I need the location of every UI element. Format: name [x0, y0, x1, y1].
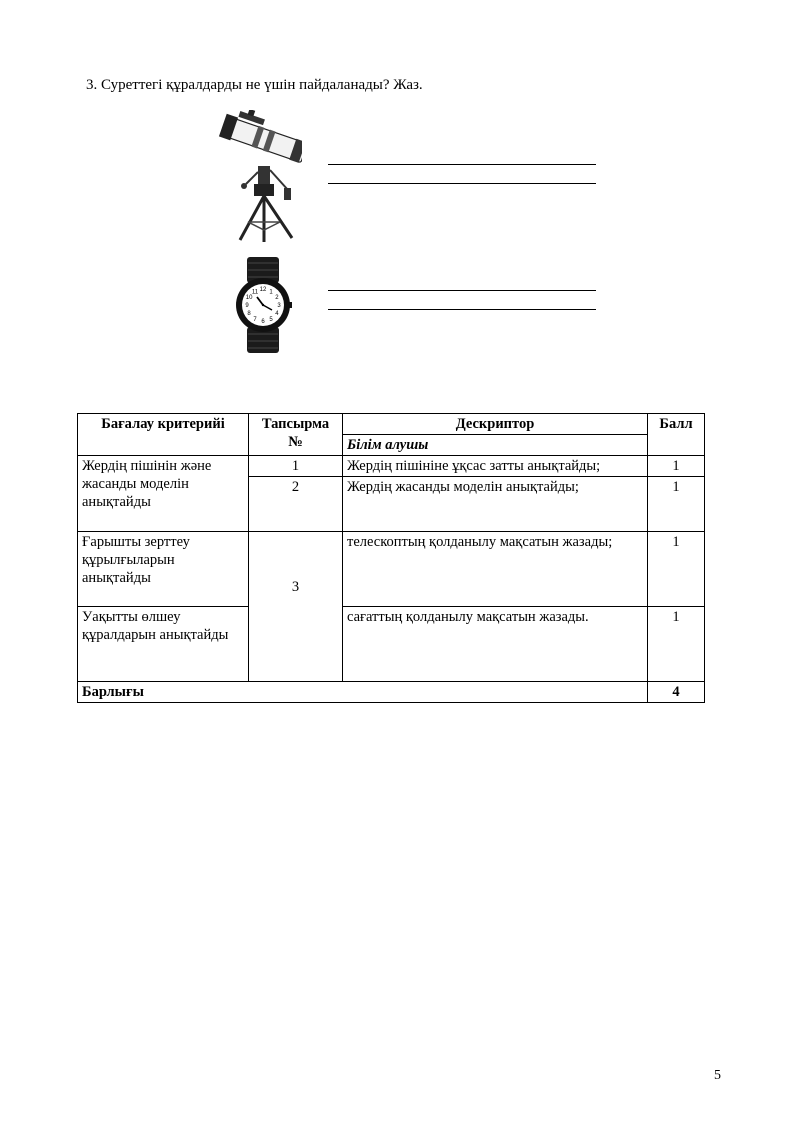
question-text: 3. Суреттегі құралдарды не үшін пайдаланады? Жаз. [86, 77, 423, 93]
answer-line[interactable] [328, 183, 596, 184]
clock-number: 3 [277, 303, 281, 310]
task-cell: 2 [249, 477, 343, 532]
clock-number: 4 [275, 311, 279, 318]
criterion-cell: Ғарышты зерттеу құрылғыларын анықтайды [78, 532, 249, 607]
score-cell: 1 [648, 532, 705, 607]
header-descriptor: Дескриптор [343, 414, 648, 435]
clock-number: 2 [275, 295, 279, 302]
header-learner: Білім алушы [343, 435, 648, 456]
wristwatch-icon [234, 255, 292, 355]
task-cell: 1 [249, 456, 343, 477]
answer-line[interactable] [328, 290, 596, 291]
clock-number: 12 [259, 287, 267, 294]
score-cell: 1 [648, 607, 705, 682]
criterion-cell: Жердің пішінін және жасанды моделін анықтайды [78, 456, 249, 532]
total-label: Барлығы [78, 682, 648, 703]
clock-number: 5 [269, 317, 273, 324]
descriptor-cell: телескоптың қолданылу мақсатын жазады; [343, 532, 648, 607]
score-cell: 1 [648, 456, 705, 477]
total-score: 4 [648, 682, 705, 703]
answer-line[interactable] [328, 309, 596, 310]
header-task: Тапсырма № [249, 414, 343, 456]
clock-number: 11 [251, 289, 259, 296]
descriptor-cell: сағаттың қолданылу мақсатын жазады. [343, 607, 648, 682]
clock-number: 9 [245, 303, 249, 310]
assessment-table [77, 413, 705, 703]
answer-line[interactable] [328, 164, 596, 165]
clock-number: 10 [245, 295, 253, 302]
task-cell: 3 [249, 532, 343, 682]
clock-number: 1 [269, 289, 273, 296]
clock-number: 8 [247, 311, 251, 318]
descriptor-cell: Жердің жасанды моделін анықтайды; [343, 477, 648, 532]
score-cell: 1 [648, 477, 705, 532]
telescope-icon [218, 110, 302, 244]
page-number: 5 [714, 1068, 721, 1083]
clock-number: 7 [253, 317, 257, 324]
header-score: Балл [648, 414, 705, 456]
clock-number: 6 [261, 319, 265, 326]
criterion-cell: Уақытты өлшеу құралдарын анықтайды [78, 607, 249, 682]
descriptor-cell: Жердің пішініне ұқсас затты анықтайды; [343, 456, 648, 477]
header-criterion: Бағалау критерийі [78, 414, 249, 456]
